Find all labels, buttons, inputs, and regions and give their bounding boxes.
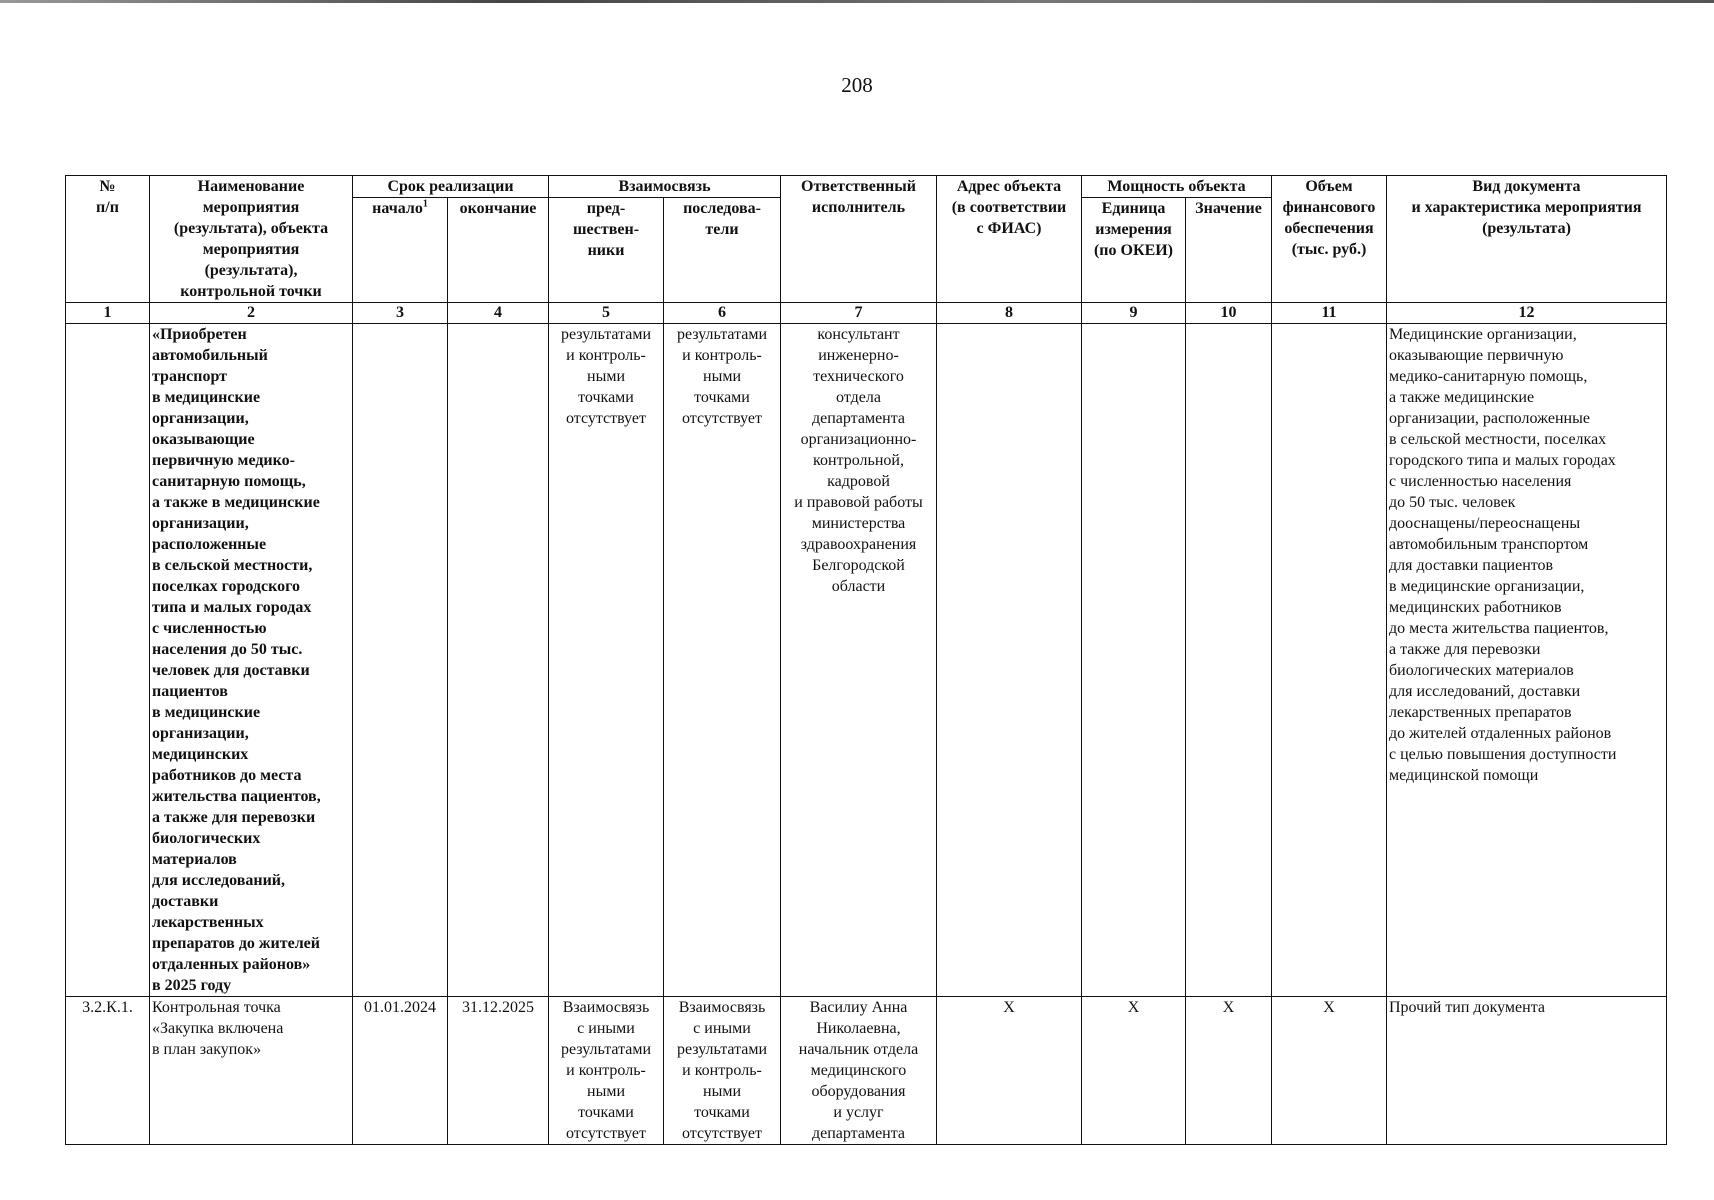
column-number: 11: [1272, 303, 1387, 324]
column-number: 5: [549, 303, 664, 324]
header-num: № п/п: [66, 176, 150, 303]
header-funding: Объем финансового обеспечения (тыс. руб.): [1272, 176, 1387, 303]
cell-successors: Взаимосвязь с иными результатами и контроль- ными точками отсутствует: [664, 997, 781, 1145]
cell-name: «Приобретен автомобильный транспорт в медицинские организации, оказывающие первичную медико- санитарную помощь, а также в медицинские организации, расположенные в сельской местности, поселках городского типа и малых городах с численностью населения до 50 тыс. человек для доставки пациентов в медицинские организации, медицинских работников до места жительства пациентов, а также для перевозки биологических материалов для исследований, доставки лекарственных препаратов до жителей отдаленных районов» в 2025 году: [150, 324, 353, 997]
cell-end: 31.12.2025: [448, 997, 549, 1145]
cell-address: [937, 324, 1082, 997]
cell-unit: X: [1082, 997, 1186, 1145]
column-number: 7: [781, 303, 937, 324]
table-row: [66, 997, 1667, 1145]
table-row: [66, 324, 1667, 997]
header-relation: Взаимосвязь: [549, 176, 781, 198]
column-number: 9: [1082, 303, 1186, 324]
column-number: 8: [937, 303, 1082, 324]
column-number: 12: [1387, 303, 1667, 324]
cell-address: X: [937, 997, 1082, 1145]
cell-value: [1186, 324, 1272, 997]
header-unit: Единица измерения (по ОКЕИ): [1082, 198, 1186, 303]
column-number: 4: [448, 303, 549, 324]
cell-funding: X: [1272, 997, 1387, 1145]
plan-table: [65, 175, 1667, 1145]
cell-predecessors: Взаимосвязь с иными результатами и контроль- ными точками отсутствует: [549, 997, 664, 1145]
page-number: 208: [841, 73, 873, 97]
cell-start: 01.01.2024: [353, 997, 448, 1145]
cell-doc: Медицинские организации, оказывающие первичную медико-санитарную помощь, а также медицинские организации, расположенные в сельской местности, поселках городского типа и малых городах с численностью населения до 50 тыс. человек дооснащены/переоснащены автомобильным транспортом для доставки пациентов в медицинские организации, медицинских работников до места жительства пациентов, а также для перевозки биологических материалов для исследований, доставки лекарственных препаратов до жителей отдаленных районов с целью повышения доступности медицинской помощи: [1387, 324, 1667, 997]
header-value: Значение: [1186, 198, 1272, 303]
header-start: начало$^1$: [353, 198, 448, 303]
cell-unit: [1082, 324, 1186, 997]
scan-top-edge: [0, 0, 1714, 3]
header-doc: Вид документа и характеристика мероприятия (результата): [1387, 176, 1667, 303]
column-number: 6: [664, 303, 781, 324]
footnote-marker: 1: [422, 198, 428, 210]
cell-start: [353, 324, 448, 997]
cell-num: 3.2.К.1.: [66, 997, 150, 1145]
column-number: 10: [1186, 303, 1272, 324]
cell-value: X: [1186, 997, 1272, 1145]
header-responsible: Ответственный исполнитель: [781, 176, 937, 303]
column-number: 3: [353, 303, 448, 324]
header-name: Наименование мероприятия (результата), объекта мероприятия (результата), контрольной точки: [150, 176, 353, 303]
cell-successors: результатами и контроль- ными точками отсутствует: [664, 324, 781, 997]
cell-name: Контрольная точка «Закупка включена в план закупок»: [150, 997, 353, 1145]
cell-end: [448, 324, 549, 997]
column-number-row: [66, 303, 1667, 324]
cell-doc: Прочий тип документа: [1387, 997, 1667, 1145]
header-end: окончание: [448, 198, 549, 303]
header-capacity: Мощность объекта: [1082, 176, 1272, 198]
cell-funding: [1272, 324, 1387, 997]
column-number: 1: [66, 303, 150, 324]
cell-responsible: Василиу Анна Николаевна, начальник отдела медицинского оборудования и услуг департамента: [781, 997, 937, 1145]
header-address: Адрес объекта (в соответствии с ФИАС): [937, 176, 1082, 303]
cell-num: [66, 324, 150, 997]
cell-responsible: консультант инженерно- технического отдела департамента организационно- контрольной, кадровой и правовой работы министерства здравоохранения Белгородской области: [781, 324, 937, 997]
column-number: 2: [150, 303, 353, 324]
header-period: Срок реализации: [353, 176, 549, 198]
header-predecessors: пред- шествен- ники: [549, 198, 664, 303]
header-successors: последова- тели: [664, 198, 781, 303]
cell-predecessors: результатами и контроль- ными точками отсутствует: [549, 324, 664, 997]
